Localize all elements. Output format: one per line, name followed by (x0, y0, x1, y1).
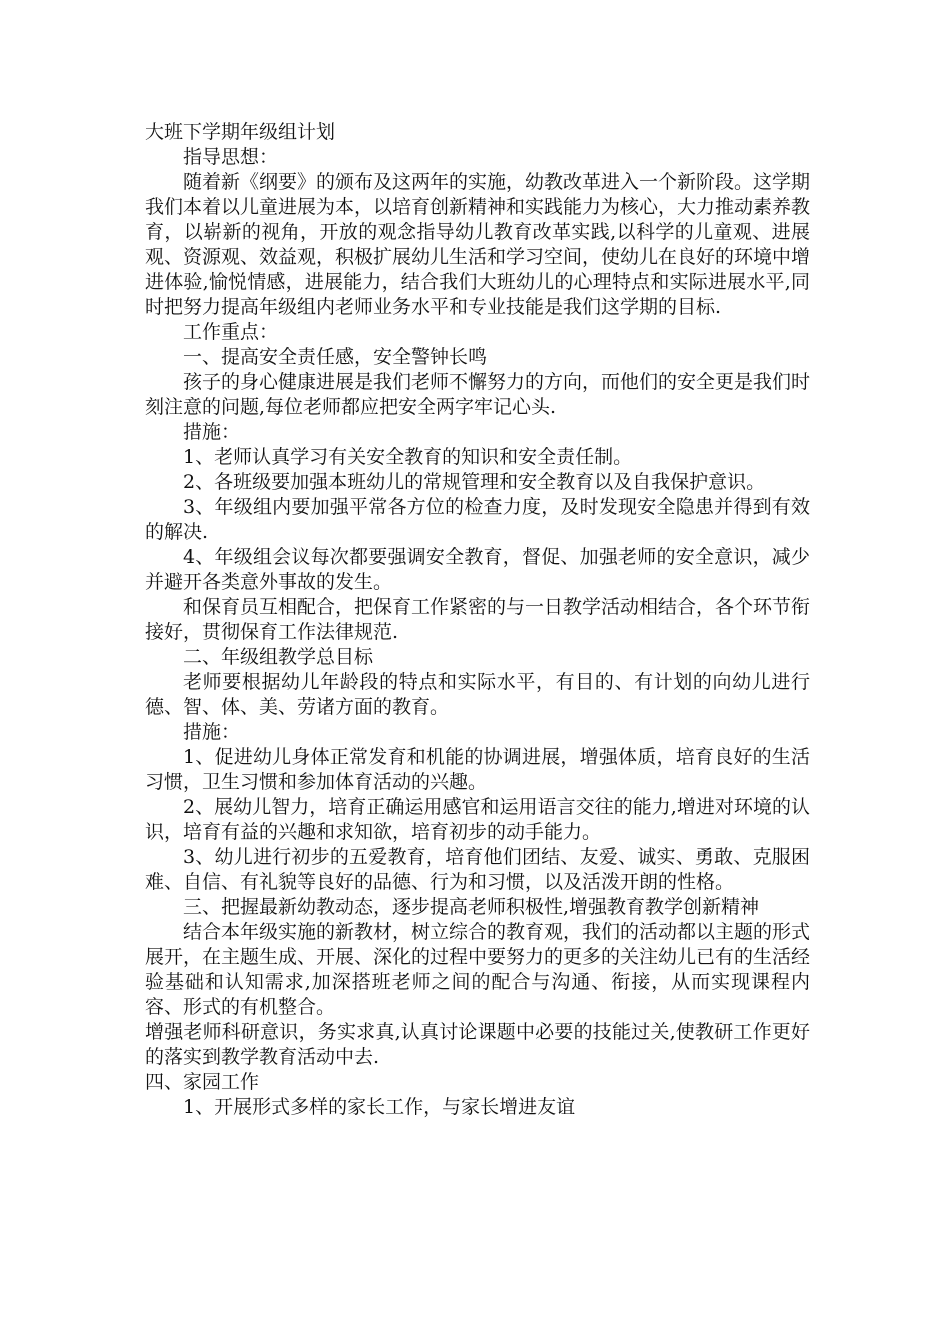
paragraph: 2、展幼儿智力，培育正确运用感官和运用语言交往的能力,增进对环境的认识，培育有益的兴趣和求知欲，培育初步的动手能力。 (145, 796, 810, 843)
paragraph: 一、提高安全责任感，安全警钟长鸣 (183, 346, 488, 368)
paragraph: 孩子的身心健康进展是我们老师不懈努力的方向，而他们的安全更是我们时刻注意的问题,每位老师都应把安全两字牢记心头. (145, 371, 811, 418)
paragraph: 和保育员互相配合，把保育工作紧密的与一日教学活动相结合，各个环节衔接好，贯彻保育工作法律规范. (145, 596, 811, 643)
paragraph: 措施： (183, 421, 241, 443)
paragraph: 四、家园工作 (145, 1071, 260, 1093)
paragraph: 4、年级组会议每次都要强调安全教育，督促、加强老师的安全意识，减少并避开各类意外事故的发生。 (145, 546, 810, 593)
paragraph: 措施： (183, 721, 241, 743)
paragraph: 1、老师认真学习有关安全教育的知识和安全责任制。 (183, 446, 633, 468)
document-page (145, 120, 810, 1120)
paragraph: 3、幼儿进行初步的五爱教育，培育他们团结、友爱、诚实、勇敢、克服困难、自信、有礼貌等良好的品德、行为和习惯，以及活泼开朗的性格。 (145, 846, 810, 893)
paragraph: 1、开展形式多样的家长工作，与家长增进友谊 (183, 1096, 576, 1118)
paragraph: 随着新《纲要》的颁布及这两年的实施，幼教改革进入一个新阶段。这学期我们本着以儿童进展为本，以培育创新精神和实践能力为核心，大力推动素养教育，以崭新的视角，开放的观念指导幼儿教育改革实践,以科学的儿童观、进展观、资源观、效益观，积极扩展幼儿生活和学习空间，使幼儿在良好的环境中增进体验,愉悦情感，进展能力，结合我们大班幼儿的心理特点和实际进展水平,同时把努力提高年级组内老师业务水平和专业技能是我们这学期的目标. (145, 171, 811, 318)
paragraph: 2、各班级要加强本班幼儿的常规管理和安全教育以及自我保护意识。 (183, 471, 766, 493)
paragraph: 工作重点： (183, 321, 279, 343)
paragraph: 三、把握最新幼教动态，逐步提高老师积极性,增强教育教学创新精神 (183, 896, 760, 918)
paragraph: 增强老师科研意识，务实求真,认真讨论课题中必要的技能过关,使教研工作更好的落实到教学教育活动中去. (145, 1021, 810, 1068)
paragraph: 二、年级组教学总目标 (183, 646, 374, 668)
paragraph: 3、年级组内要加强平常各方位的检查力度，及时发现安全隐患并得到有效的解决. (145, 496, 810, 543)
document-body (145, 145, 810, 1120)
paragraph: 1、促进幼儿身体正常发育和机能的协调进展，增强体质，培育良好的生活习惯，卫生习惯和参加体育活动的兴趣。 (145, 746, 810, 793)
paragraph: 结合本年级实施的新教材，树立综合的教育观，我们的活动都以主题的形式展开，在主题生成、开展、深化的过程中要努力的更多的关注幼儿已有的生活经验基础和认知需求,加深搭班老师之间的配合与沟通、衔接，从而实现课程内容、形式的有机整合。 (145, 921, 811, 1018)
paragraph: 指导思想： (183, 146, 279, 168)
paragraph: 老师要根据幼儿年龄段的特点和实际水平，有目的、有计划的向幼儿进行德、智、体、美、劳诸方面的教育。 (145, 671, 810, 718)
document-title: 大班下学期年级组计划 (145, 121, 336, 143)
